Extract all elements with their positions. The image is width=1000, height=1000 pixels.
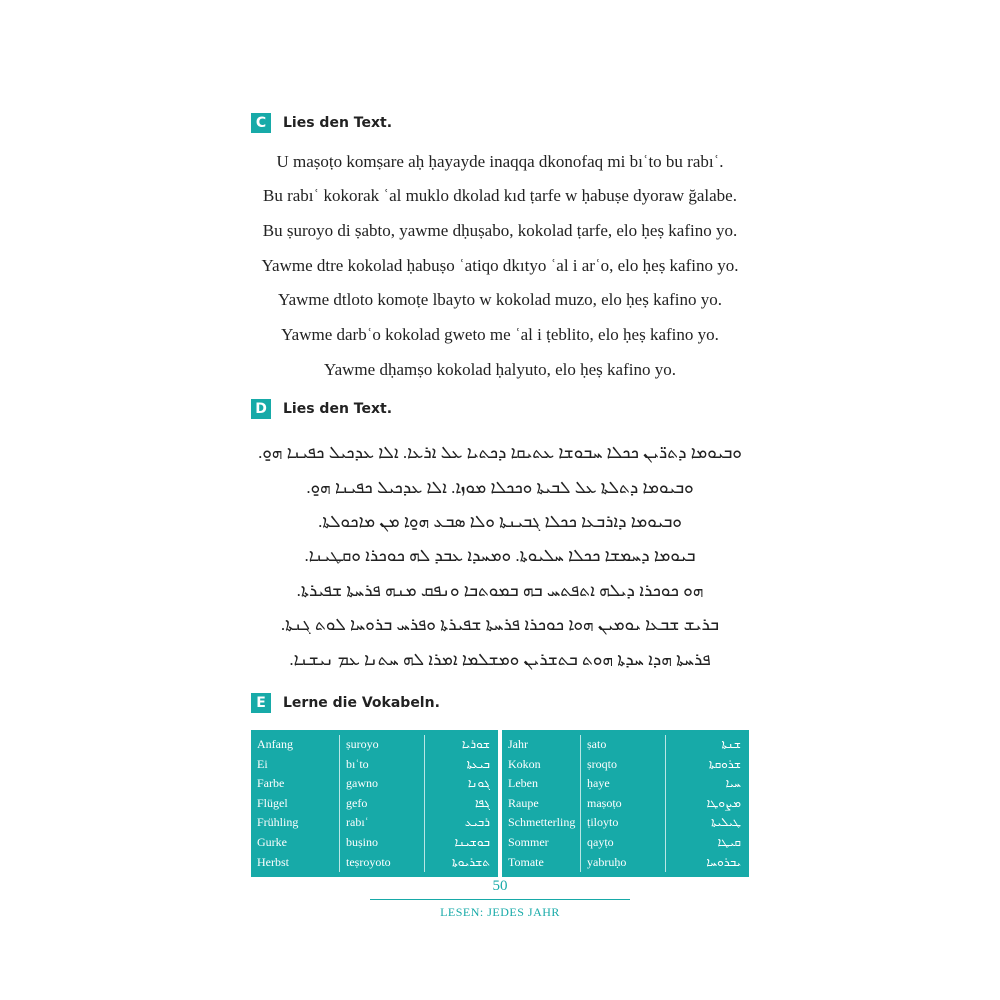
text-line: Bu rabıʿ kokorak ʿal muklo dkolad kıd ṭarfe w ḥabuṣe dyoraw ğalabe. [263, 186, 737, 205]
vocabulary-table [251, 730, 749, 877]
vocab-transliteration: ḥaye [581, 774, 666, 794]
section-d-title: Lies den Text. [283, 401, 393, 417]
vocab-syriac: ܛܝܠܝܬܐ [711, 815, 741, 830]
vocab-transliteration: buṣino [340, 833, 425, 853]
syriac-line: ܒܪܝܫ ܫܒܥܐ ܝܘܡܝܢ ܗܘܐ ܟܘܟܪܐ ܦܪܚܬܐ ܫܦܝܪܬܐ ܘܦܪܚ ܒܪܘܚܐ ܠܘܬ ܓܢܬܐ. [280, 615, 720, 634]
vocab-row [502, 774, 749, 794]
vocab-german: Sommer [502, 833, 581, 853]
vocab-german: Flügel [251, 794, 340, 814]
syriac-line: ܦܪܚܬܐ ܗܕܐ ܚܕܬܐ ܗܘܬ ܒܬܫܪܝܢ ܘܡܫܠܡܐ ܐܡܪܐ ܠܗ ܚܬܢܐ ܥܡ ܢܝܫܢܐ. [289, 650, 711, 669]
vocab-syriac: ܫܪܘܩܬܐ [708, 756, 741, 771]
vocab-row [251, 833, 498, 853]
vocab-row [251, 774, 498, 794]
vocab-german: Leben [502, 774, 581, 794]
vocab-row [251, 735, 498, 755]
syriac-line: ܒܝܘܡܐ ܕܚܡܫܐ ܟܟܠܐ ܚܠܝܘܬܐ. ܘܡܚܕܐ ܥܒܕ ܠܗ ܟܘܟܪܐ ܘܩܛܝܢܐ. [304, 546, 696, 565]
syriac-line: ܘܒܝܘܡܐ ܕܐܪܒܥܐ ܟܟܠܐ ܓܒܝܢܬܐ ܘܠܐ ܣܒܥ ܗ̱ܘܐ ܡܢ ܡܐܟܘܠܬܐ. [318, 512, 682, 531]
vocab-german: Frühling [251, 813, 340, 833]
vocabulary-column-right [502, 730, 749, 877]
vocab-transliteration: ṭiloyto [581, 813, 666, 833]
vocab-syriac: ܓܘܢܐ [467, 776, 490, 791]
vocab-transliteration: ṣroqto [581, 755, 666, 775]
section-c-title: Lies den Text. [283, 115, 393, 131]
section-e-header [251, 693, 440, 713]
vocab-row [502, 833, 749, 853]
vocab-row [251, 813, 498, 833]
vocab-german: Ei [251, 755, 340, 775]
vocab-syriac: ܬܫܪܝܘܬܐ [452, 854, 490, 869]
vocab-row [251, 853, 498, 873]
vocab-german: Tomate [502, 853, 581, 873]
section-badge-e: E [251, 693, 271, 713]
vocab-german: Farbe [251, 774, 340, 794]
vocab-transliteration: maṣoṭo [581, 794, 666, 814]
vocab-syriac: ܩܝܛܐ [717, 834, 741, 849]
syriac-line: ܘܒܝܘܡܐ ܕܬܪ̈ܝܢ ܟܟܠܐ ܚܒܘܫܐ ܥܬܝܩܐ ܕܟܬܝܐ ܥܠ ܐܪܥܐ. ܐܠܐ ܥܕܟܝܠ ܟܦܝܢܐ ܗ̱ܘ. [258, 443, 742, 462]
text-line: Yawme dtre kokolad ḥabuṣo ʿatiqo dkıtyo ʿal i arʿo, elo ḥeṣ kafino yo. [261, 256, 739, 275]
vocab-syriac: ܡܨܘܛܐ [706, 795, 741, 810]
vocab-syriac: ܫܢܬܐ [721, 737, 741, 751]
section-d-header [251, 399, 392, 419]
vocab-german: Jahr [502, 735, 581, 755]
syriac-line: ܘܒܝܘܡܐ ܕܬܠܬܐ ܥܠ ܠܒܝܬܐ ܘܟܟܠܐ ܡܘܙܐ. ܐܠܐ ܥܕܟܝܠ ܟܦܝܢܐ ܗ̱ܘ. [306, 478, 694, 497]
vocab-german: Kokon [502, 755, 581, 775]
vocab-german: Schmetterling [502, 813, 581, 833]
syriac-line: ܗܘ ܟܘܟܪܐ ܕܝܠܗ ܐܬܦܬܚ ܒܗ ܒܡܘܬܒܐ ܘܢܦܩ ܡܢܗ ܦܪܚܬܐ ܫܦܝܪܬܐ. [296, 581, 704, 600]
vocab-row [251, 755, 498, 775]
vocab-german: Raupe [502, 794, 581, 814]
section-badge-c: C [251, 113, 271, 133]
vocab-syriac: ܒܘܫܝܢܐ [454, 834, 490, 849]
text-line: U maṣoṭo komṣare aḥ ḥayayde inaqqa dkonofaq mi bıʿto bu rabıʿ. [276, 152, 724, 171]
text-line: Yawme dḥamṣo kokolad ḥalyuto, elo ḥeṣ kafino yo. [324, 360, 676, 379]
vocab-transliteration: ṣato [581, 735, 666, 755]
vocab-transliteration: yabruḥo [581, 853, 666, 873]
vocab-syriac: ܚܝܐ [725, 776, 741, 791]
vocab-row [502, 794, 749, 814]
page-number: 50 [492, 878, 508, 894]
vocab-syriac: ܪܒܝܥ [464, 815, 490, 830]
vocab-german: Herbst [251, 853, 340, 873]
vocab-transliteration: ṣuroyo [340, 735, 425, 755]
vocab-row [502, 735, 749, 755]
vocab-transliteration: gawno [340, 774, 425, 794]
text-line: Yawme dtloto komoṭe lbayto w kokolad muzo, elo ḥeṣ kafino yo. [278, 290, 722, 309]
vocab-syriac: ܒܝܥܬܐ [466, 756, 490, 771]
vocab-row [251, 794, 498, 814]
section-c-header [251, 113, 392, 133]
vocab-transliteration: gefo [340, 794, 425, 814]
vocab-transliteration: teṣroyoto [340, 853, 425, 873]
vocab-transliteration: rabıʿ [340, 813, 425, 833]
vocabulary-column-left [251, 730, 498, 877]
vocab-transliteration: bıʿto [340, 755, 425, 775]
text-line: Bu ṣuroyo di ṣabto, yawme dḥuṣabo, kokolad ṭarfe, elo ḥeṣ kafino yo. [262, 221, 738, 240]
vocab-german: Anfang [251, 735, 340, 755]
vocab-syriac: ܓܦܐ [474, 795, 490, 810]
vocab-syriac: ܝܒܪܘܚܐ [706, 854, 741, 869]
section-badge-d: D [251, 399, 271, 419]
footer-divider [370, 899, 630, 900]
chapter-footer: LESEN: JEDES JAHR [440, 905, 560, 919]
vocab-transliteration: qayṭo [581, 833, 666, 853]
vocab-syriac: ܫܘܪܝܐ [461, 737, 490, 751]
vocab-german: Gurke [251, 833, 340, 853]
text-line: Yawme darbʿo kokolad gweto me ʿal i ṭeblito, elo ḥeṣ kafino yo. [281, 325, 719, 344]
vocab-row [502, 813, 749, 833]
section-e-title: Lerne die Vokabeln. [283, 695, 440, 711]
vocab-row [502, 853, 749, 873]
vocab-row [502, 755, 749, 775]
